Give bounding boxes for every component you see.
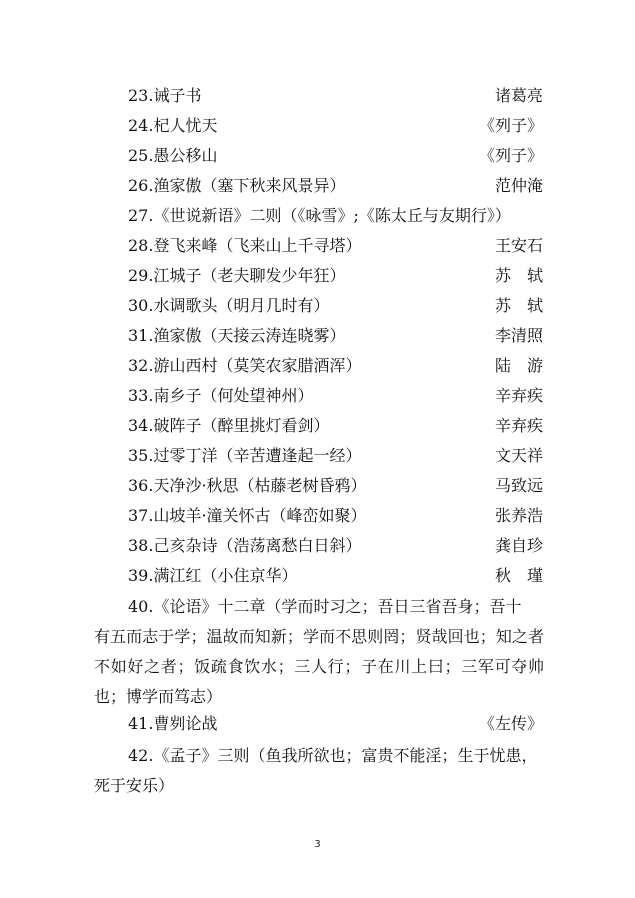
entry-author: 苏 轼 bbox=[494, 296, 543, 315]
list-item bbox=[128, 144, 543, 168]
entry-author: 文天祥 bbox=[494, 446, 543, 465]
paragraph-continuation: 死于安乐） bbox=[94, 776, 175, 795]
list-item bbox=[128, 444, 543, 468]
entry-title: 23.诫子书 bbox=[128, 86, 202, 105]
entry-title: 24.杞人忧天 bbox=[128, 116, 218, 135]
list-item bbox=[128, 564, 543, 588]
list-item bbox=[128, 84, 543, 108]
list-item bbox=[128, 264, 543, 288]
entry-title: 39.满江红（小住京华） bbox=[128, 566, 298, 585]
entry-author: 秋 瑾 bbox=[494, 566, 543, 585]
entry-title: 35.过零丁洋（辛苦遭逢起一经） bbox=[128, 446, 362, 465]
list-item bbox=[128, 504, 543, 528]
list-item bbox=[128, 294, 543, 318]
entry-author: 王安石 bbox=[494, 236, 543, 255]
list-item bbox=[128, 474, 543, 498]
entry-title: 38.己亥杂诗（浩荡离愁白日斜） bbox=[128, 536, 362, 555]
entry-title: 26.渔家傲（塞下秋来风景异） bbox=[128, 176, 346, 195]
page-number: 3 bbox=[314, 839, 321, 850]
entry-author: 诸葛亮 bbox=[494, 86, 543, 105]
entry-author: 马致远 bbox=[494, 476, 543, 495]
entry-title: 27.《世说新语》二则（《咏雪》;《陈太丘与友期行》） bbox=[128, 206, 511, 225]
entry-title: 29.江城子（老夫聊发少年狂） bbox=[128, 266, 346, 285]
list-item bbox=[128, 354, 543, 378]
entry-author: 李清照 bbox=[494, 326, 543, 345]
list-item bbox=[128, 414, 543, 438]
entry-title: 28.登飞来峰（飞来山上千寻塔） bbox=[128, 236, 362, 255]
entry-author: 辛弃疾 bbox=[494, 416, 543, 435]
entry-author: 《列子》 bbox=[478, 116, 543, 135]
entry-author: 龚自珍 bbox=[494, 536, 543, 555]
entry-author: 范仲淹 bbox=[494, 176, 543, 195]
entry-title: 33.南乡子（何处望神州） bbox=[128, 386, 314, 405]
entry-author: 张养浩 bbox=[494, 506, 543, 525]
list-item bbox=[128, 234, 543, 258]
entry-title: 41.曹刿论战 bbox=[128, 714, 218, 733]
list-item bbox=[128, 534, 543, 558]
list-item bbox=[128, 384, 543, 408]
entry-author: 陆 游 bbox=[494, 356, 543, 375]
list-item bbox=[128, 204, 543, 228]
entry-title: 36.天净沙·秋思（枯藤老树昏鸦） bbox=[128, 476, 367, 495]
entry-title: 31.渔家傲（天接云涛连晓雾） bbox=[128, 326, 346, 345]
entry-author: 《左传》 bbox=[478, 714, 543, 733]
entry-title: 30.水调歌头（明月几时有） bbox=[128, 296, 330, 315]
list-item bbox=[128, 712, 543, 736]
paragraph-continuation: 有五而志于学；温故而知新；学而不思则罔；贤哉回也；知之者不如好之者；饭疏食饮水；三人行；子在川上曰；三军可夺帅也；博学而笃志） bbox=[94, 627, 544, 706]
entry-author: 苏 轼 bbox=[494, 266, 543, 285]
paragraph-first-line: 40.《论语》十二章（学而时习之；吾日三省吾身；吾十 bbox=[128, 597, 522, 616]
paragraph-42 bbox=[94, 741, 544, 801]
list-item bbox=[128, 174, 543, 198]
list-item bbox=[128, 114, 543, 138]
paragraph-40 bbox=[94, 592, 544, 712]
entry-title: 37.山坡羊·潼关怀古（峰峦如聚） bbox=[128, 506, 367, 525]
entry-title: 25.愚公移山 bbox=[128, 146, 218, 165]
entry-author: 《列子》 bbox=[478, 146, 543, 165]
entry-title: 34.破阵子（醉里挑灯看剑） bbox=[128, 416, 330, 435]
paragraph-first-line: 42.《孟子》三则（鱼我所欲也；富贵不能淫；生于忧患， bbox=[128, 746, 538, 765]
entry-title: 32.游山西村（莫笑农家腊酒浑） bbox=[128, 356, 362, 375]
entry-author: 辛弃疾 bbox=[494, 386, 543, 405]
list-item bbox=[128, 324, 543, 348]
